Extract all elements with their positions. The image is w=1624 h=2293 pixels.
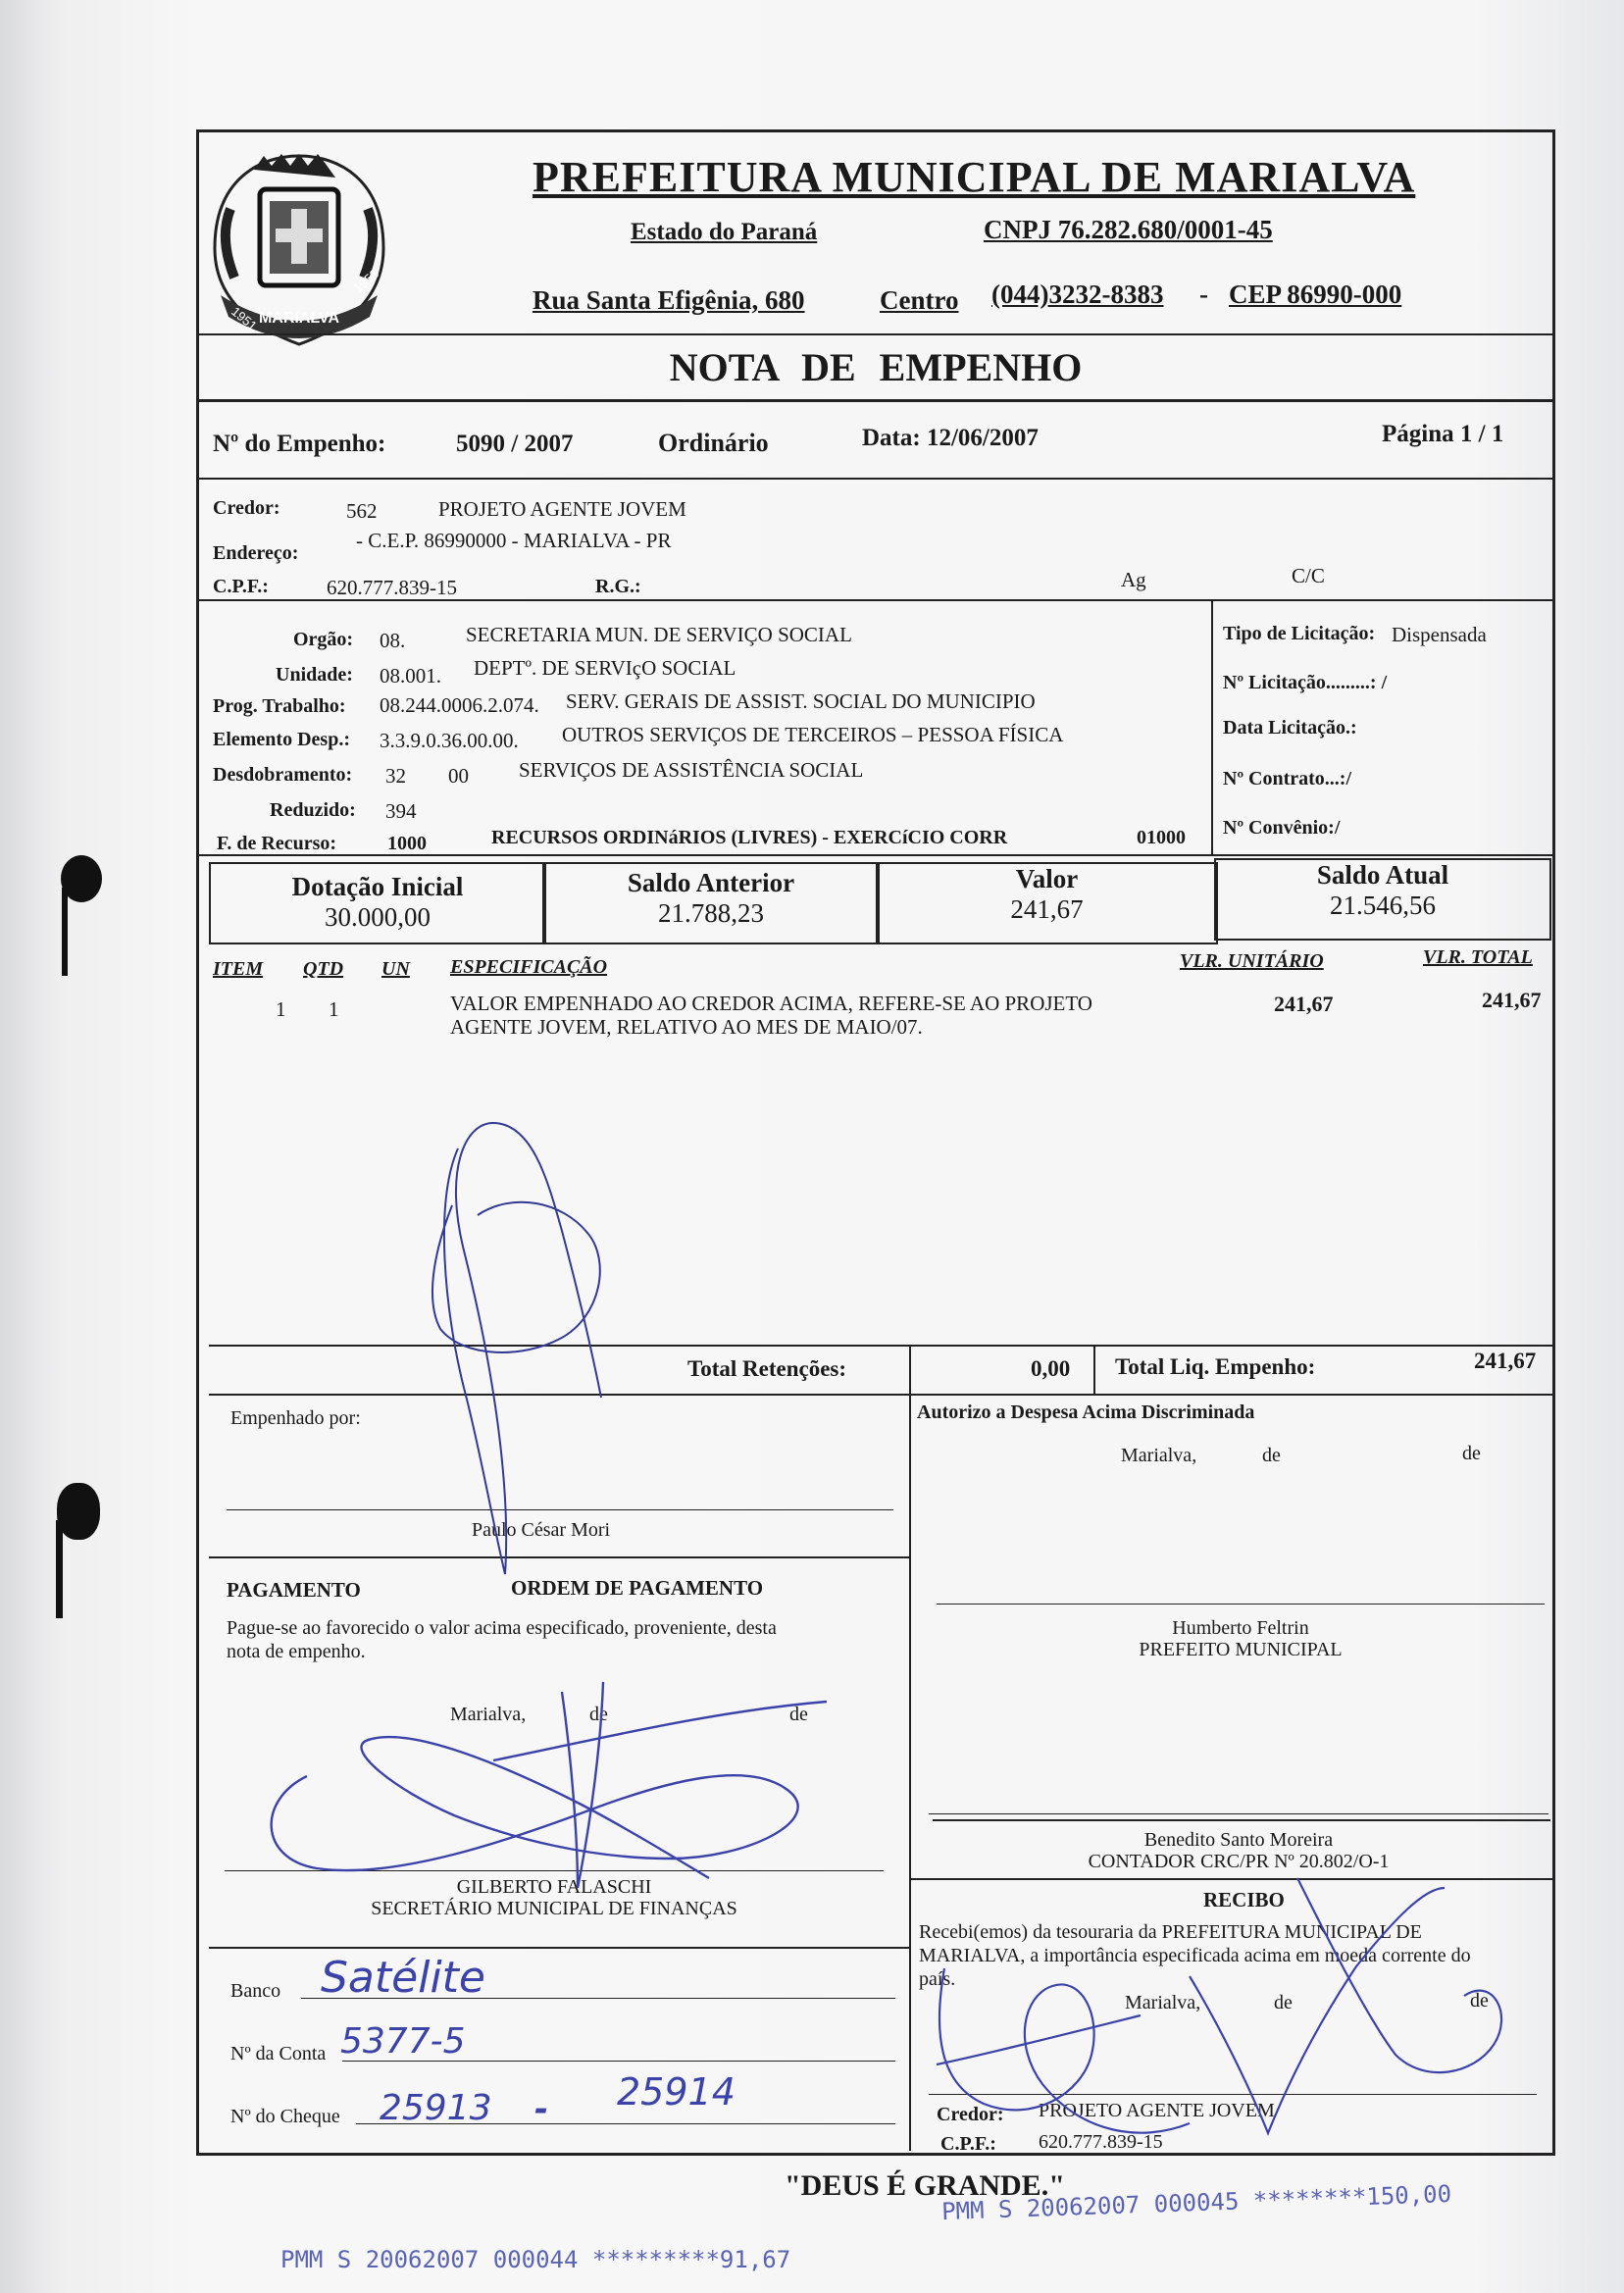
contador-nome: Benedito Santo Moreira <box>1143 1829 1334 1851</box>
ordem-pagamento-label: ORDEM DE PAGAMENTO <box>511 1576 764 1600</box>
credor-label: Credor: <box>213 497 280 519</box>
empenhado-label: Empenhado por: <box>230 1407 361 1429</box>
col-vlr-total: VLR. TOTAL <box>1423 946 1533 968</box>
item-number: 1 <box>276 997 286 1021</box>
conta-handwritten: 5377-5 <box>340 2021 466 2062</box>
orgao-code: 08. <box>380 629 406 652</box>
orgao-desc: SECRETARIA MUN. DE SERVIÇO SOCIAL <box>466 623 852 646</box>
cpf-label: C.P.F.: <box>213 576 269 597</box>
pagamento-label: PAGAMENTO <box>227 1578 361 1602</box>
cheque-separator: - <box>534 2090 549 2129</box>
item-vlr-unitario: 241,67 <box>1274 992 1334 1016</box>
credor-name: PROJETO AGENTE JOVEM <box>438 497 686 521</box>
numero-convenio: Nº Convênio:/ <box>1223 817 1341 839</box>
col-un: UN <box>381 958 410 980</box>
total-liquido-value: 241,67 <box>1474 1349 1537 1373</box>
page-number: Página 1 / 1 <box>1382 421 1504 447</box>
recibo-de1: de <box>1274 1992 1293 2013</box>
col-especificacao: ESPECIFICAÇÃO <box>450 956 608 978</box>
dotacao-inicial-label: Dotação Inicial <box>291 872 464 901</box>
recibo-local: Marialva, <box>1125 1992 1201 2013</box>
valor-value: 241,67 <box>1010 894 1084 924</box>
cheque-label: Nº do Cheque <box>230 2106 340 2127</box>
contador-cargo: CONTADOR CRC/PR Nº 20.802/O-1 <box>1088 1851 1390 1872</box>
numero-licitacao: Nº Licitação.........: / <box>1223 672 1388 693</box>
prog-trabalho-code: 08.244.0006.2.074. <box>380 693 539 717</box>
conta-label: Nº da Conta <box>230 2043 327 2064</box>
dotacao-inicial-value: 30.000,00 <box>325 902 431 932</box>
pagamento-de1: de <box>589 1704 608 1725</box>
credor-address: - C.E.P. 86990000 - MARIALVA - PR <box>356 529 672 552</box>
banco-handwritten: Satélite <box>321 1953 485 2003</box>
desdobramento-code1: 32 <box>385 764 406 788</box>
recurso-desc: RECURSOS ORDINáRIOS (LIVRES) - EXERCíCIO CORR <box>491 827 1008 848</box>
estado-text: Estado do Paraná <box>631 219 818 245</box>
elemento-label: Elemento Desp.: <box>213 729 350 750</box>
endereco-label: Endereço: <box>213 542 299 564</box>
hole-punch-mark-bottom <box>57 1483 100 1540</box>
empenho-date: Data: 12/06/2007 <box>862 425 1039 451</box>
col-qtd: QTD <box>303 958 344 980</box>
empenho-type: Ordinário <box>658 429 769 457</box>
cheque2-handwritten: 25914 <box>617 2070 736 2114</box>
recibo-texto-line1: Recebi(emos) da tesouraria da PREFEITURA MUNICIPAL DE <box>919 1921 1422 1943</box>
pagamento-texto-line2: nota de empenho. <box>227 1641 366 1662</box>
desdobramento-desc: SERVIÇOS DE ASSISTÊNCIA SOCIAL <box>519 758 864 782</box>
reduzido-label: Reduzido: <box>270 799 356 821</box>
nota-de-empenho-form <box>196 129 1555 2156</box>
tipo-licitacao-value: Dispensada <box>1392 623 1487 646</box>
autorizo-label: Autorizo a Despesa Acima Discriminada <box>917 1401 1255 1423</box>
logo-ribbon-text: MARIALVA <box>258 310 340 327</box>
conta-corrente-label: C/C <box>1292 564 1325 587</box>
footer-motto: "DEUS É GRANDE." <box>785 2169 1065 2202</box>
pagamento-de2: de <box>789 1704 808 1725</box>
desdobramento-label: Desdobramento: <box>213 764 353 786</box>
autorizo-local: Marialva, <box>1121 1445 1197 1466</box>
credor-cpf: 620.777.839-15 <box>327 576 457 599</box>
recibo-label: RECIBO <box>1203 1888 1285 1911</box>
saldo-atual-value: 21.546,56 <box>1330 891 1436 920</box>
cheque1-handwritten: 25913 <box>380 2088 492 2128</box>
total-retencoes-value: 0,00 <box>1031 1356 1071 1381</box>
orgao-label: Orgão: <box>293 629 354 650</box>
unidade-desc: DEPTº. DE SERVIçO SOCIAL <box>474 656 736 680</box>
item-qtd: 1 <box>329 997 339 1021</box>
col-vlr-unitario: VLR. UNITÁRIO <box>1180 950 1324 972</box>
cash-register-stamp-2: PMM S 20062007 000044 *********91,67 <box>280 2246 791 2273</box>
valor-label: Valor <box>1015 864 1079 893</box>
pagamento-texto-line1: Pague-se ao favorecido o valor acima especificado, proveniente, desta <box>227 1617 777 1639</box>
recurso-code2: 01000 <box>1137 827 1186 848</box>
address-cep: CEP 86990-000 <box>1229 280 1402 309</box>
data-licitacao: Data Licitação.: <box>1223 717 1357 739</box>
empenhado-nome: Paulo César Mori <box>472 1519 611 1541</box>
saldo-atual-label: Saldo Atual <box>1316 860 1449 890</box>
address-street: Rua Santa Efigênia, 680 <box>533 285 805 315</box>
recibo-cpf-label: C.P.F.: <box>940 2133 996 2155</box>
recibo-texto-line2: MARIALVA, a importância especificada acima em moeda corrente do <box>919 1945 1471 1966</box>
numero-contrato: Nº Contrato...:/ <box>1223 768 1352 790</box>
secretario-nome: GILBERTO FALASCHI <box>456 1876 652 1898</box>
recibo-credor-label: Credor: <box>937 2104 1004 2125</box>
recibo-texto-line3: país. <box>919 1968 956 1990</box>
prog-trabalho-label: Prog. Trabalho: <box>213 695 346 717</box>
saldo-anterior-value: 21.788,23 <box>658 898 764 928</box>
reduzido-code: 394 <box>385 799 417 823</box>
unidade-label: Unidade: <box>276 664 353 686</box>
total-liquido-label: Total Liq. Empenho: <box>1115 1354 1316 1379</box>
credor-code: 562 <box>346 499 378 523</box>
empenho-number: 5090 / 2007 <box>456 431 574 457</box>
item-desc-line2: AGENTE JOVEM, RELATIVO AO MES DE MAIO/07. <box>450 1015 923 1039</box>
cash-register-stamp-1: PMM S 20062007 000045 ********150,00 <box>940 2179 1452 2226</box>
banco-label: Banco <box>230 1980 281 2002</box>
unidade-code: 08.001. <box>380 664 441 688</box>
item-desc-line1: VALOR EMPENHADO AO CREDOR ACIMA, REFERE-SE AO PROJETO <box>450 992 1092 1015</box>
autorizo-de2: de <box>1462 1443 1481 1464</box>
elemento-desc: OUTROS SERVIÇOS DE TERCEIROS – PESSOA FÍSICA <box>562 723 1064 746</box>
prefeito-cargo: PREFEITO MUNICIPAL <box>1139 1639 1343 1660</box>
saldo-anterior-label: Saldo Anterior <box>627 868 795 897</box>
cnpj-text: CNPJ 76.282.680/0001-45 <box>984 215 1273 244</box>
elemento-code: 3.3.9.0.36.00.00. <box>380 729 519 752</box>
prefeito-nome: Humberto Feltrin <box>1172 1617 1309 1639</box>
pagamento-local: Marialva, <box>450 1704 527 1725</box>
desdobramento-code2: 00 <box>448 764 469 788</box>
prefeitura-title: PREFEITURA MUNICIPAL DE MARIALVA <box>533 153 1416 201</box>
recurso-code: 1000 <box>387 833 427 854</box>
autorizo-de1: de <box>1262 1445 1281 1466</box>
hole-punch-tail-bottom <box>56 1520 63 1618</box>
prog-trabalho-desc: SERV. GERAIS DE ASSIST. SOCIAL DO MUNICIPIO <box>566 689 1036 713</box>
address-separator: - <box>1199 280 1208 309</box>
recurso-label: F. de Recurso: <box>217 833 337 854</box>
secretario-cargo: SECRETÁRIO MUNICIPAL DE FINANÇAS <box>371 1898 737 1919</box>
rg-label: R.G.: <box>595 576 641 597</box>
hole-punch-tail-top <box>62 888 68 976</box>
recibo-cpf: 620.777.839-15 <box>1039 2131 1163 2153</box>
address-phone: (044)3232-8383 <box>991 280 1164 309</box>
signature-recibo <box>199 132 1552 2153</box>
recibo-credor: PROJETO AGENTE JOVEM <box>1039 2100 1275 2121</box>
document-title: NOTA DE EMPENHO <box>669 345 1083 389</box>
address-centro: Centro <box>880 285 959 315</box>
empenho-label: Nº do Empenho: <box>213 431 386 457</box>
logo-year-right: 1953 <box>350 266 382 296</box>
tipo-licitacao-label: Tipo de Licitação: <box>1223 623 1376 644</box>
col-item: ITEM <box>213 958 264 980</box>
recibo-de2: de <box>1470 1990 1489 2012</box>
logo-year-left: 1951 <box>228 303 260 333</box>
item-vlr-total: 241,67 <box>1482 988 1542 1012</box>
agencia-label: Ag <box>1121 568 1146 591</box>
total-retencoes-label: Total Retenções: <box>687 1356 847 1381</box>
